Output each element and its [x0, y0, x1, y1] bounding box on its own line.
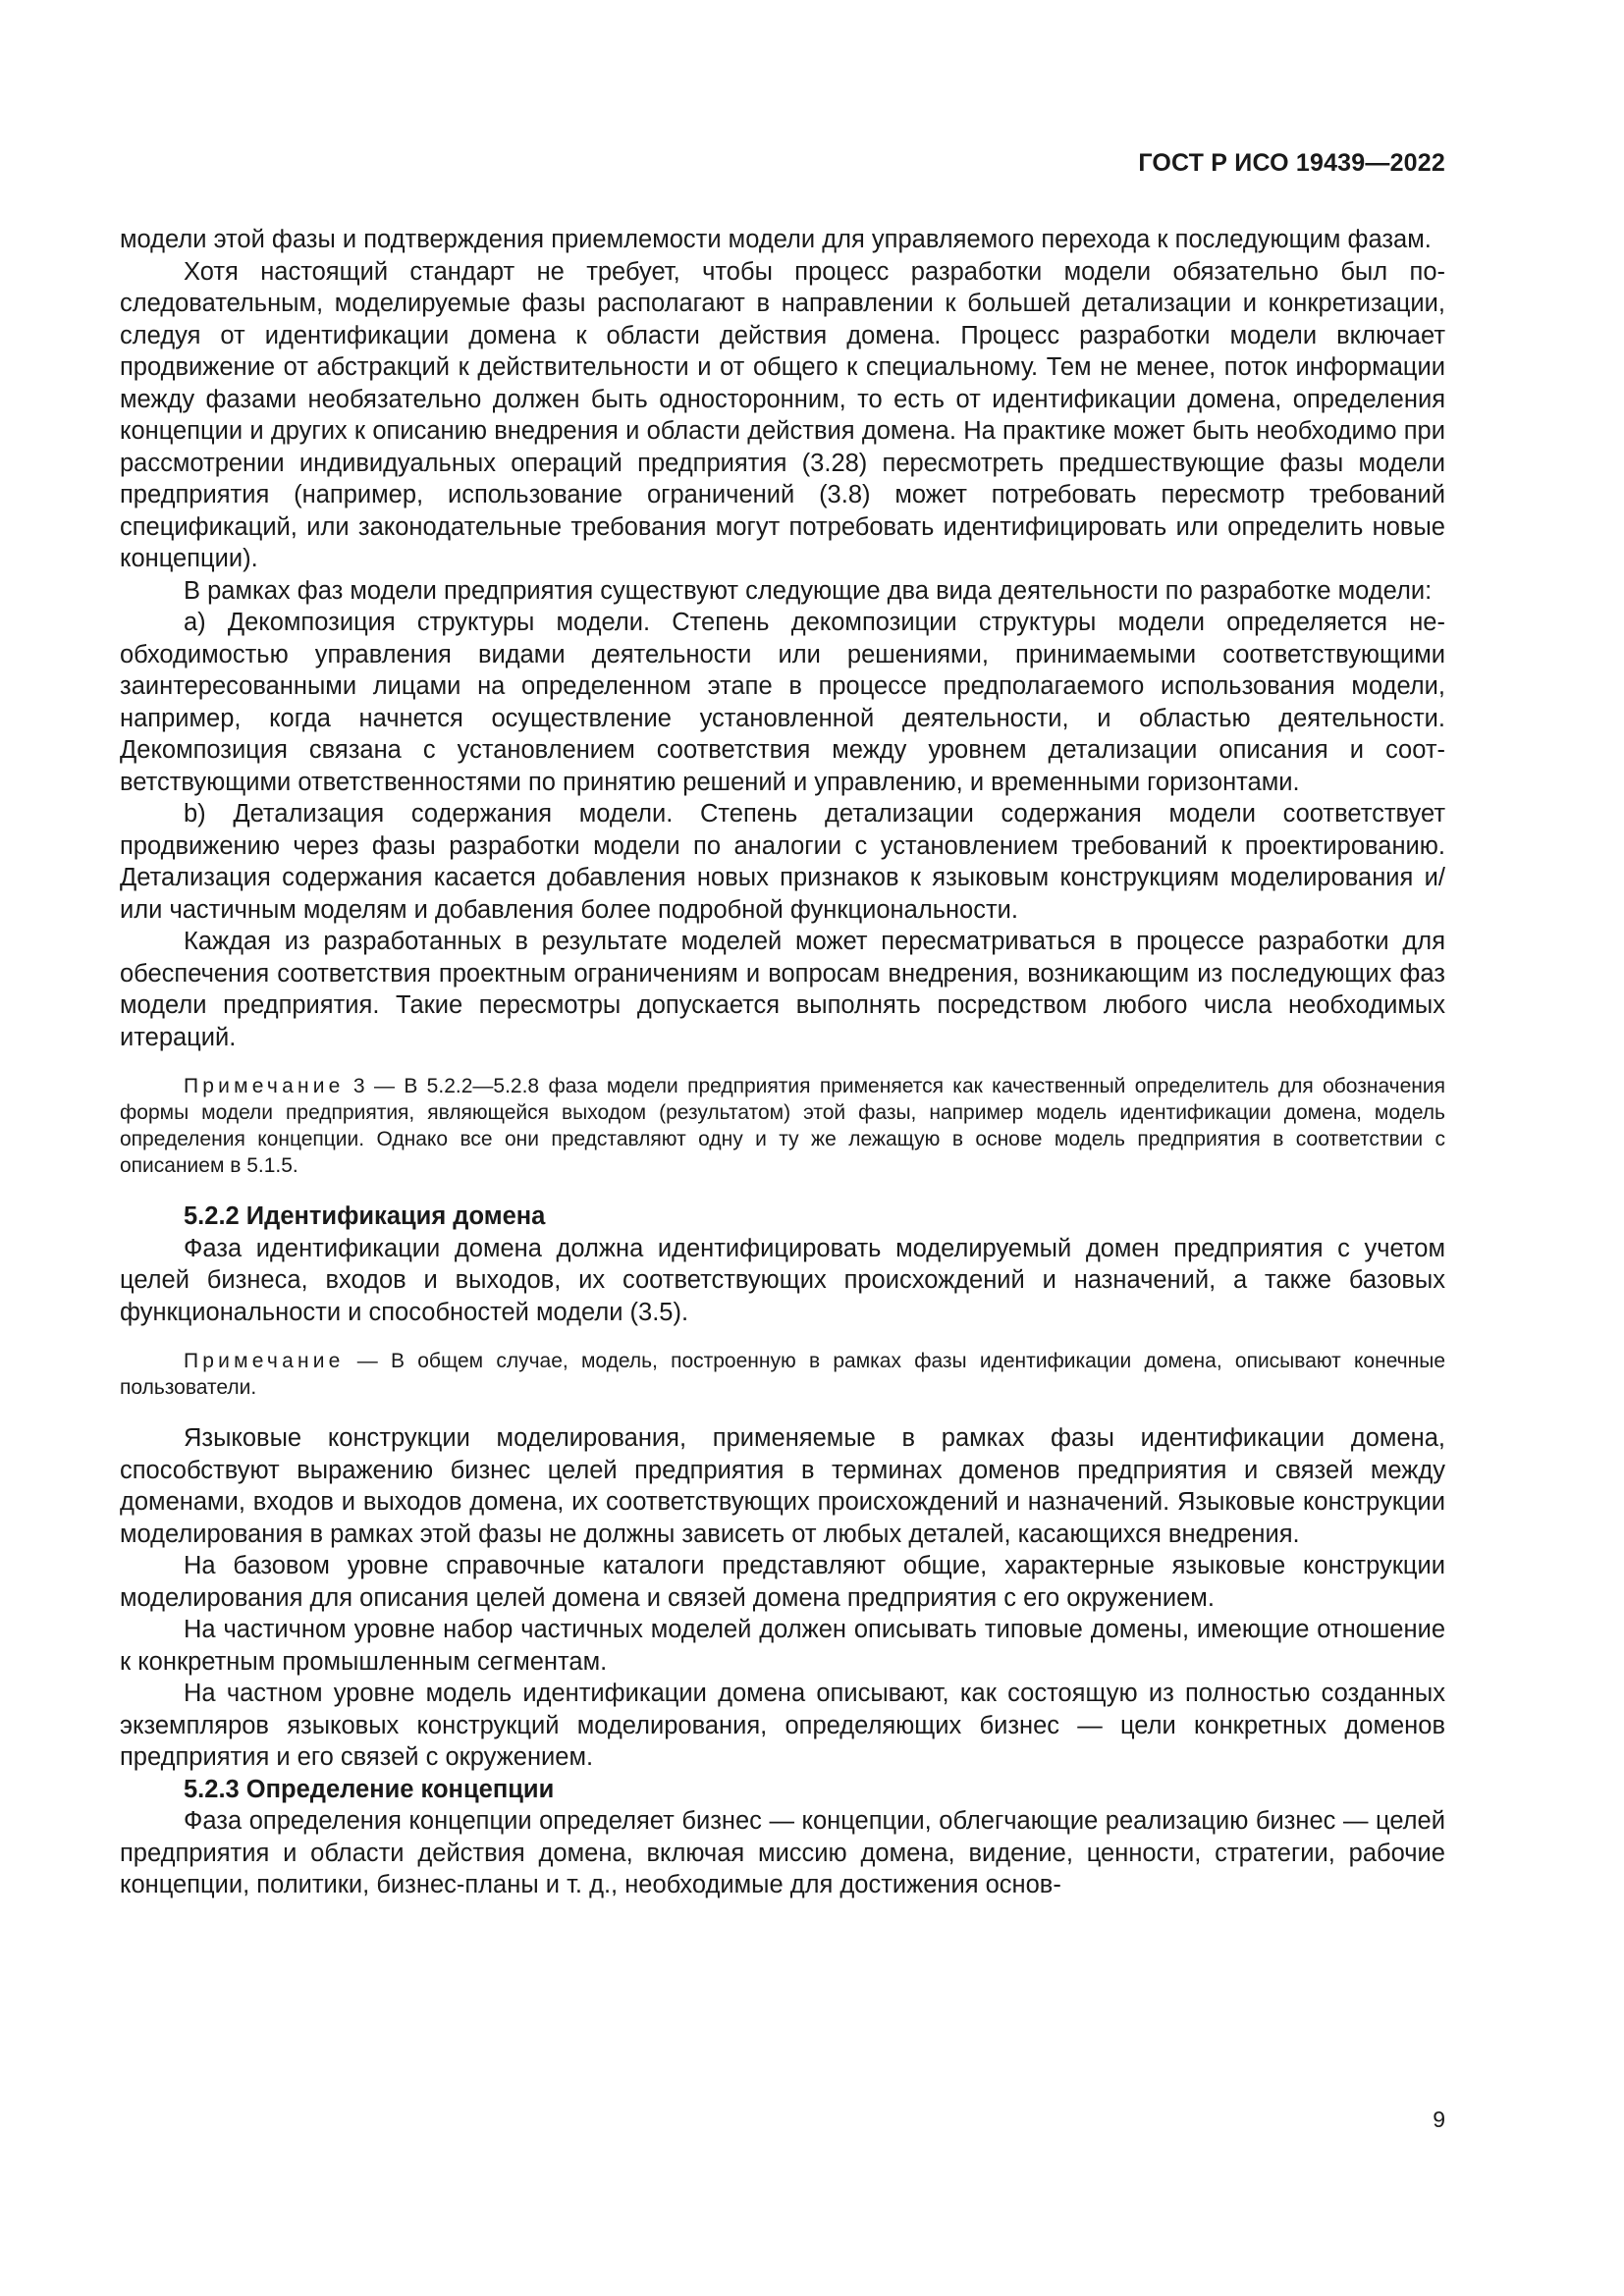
list-item-b: b) Детализация содержания модели. Степень детализации содержания модели соответствует продвижению через фазы разработки модели по аналогии с установлением требований к проектированию. Детализация содержания касается добавления новых признаков к языковым конструкциям моделирования и/или частичным моделям и добавления более подробной функциональности. — [120, 800, 1445, 924]
paragraph-continuation: модели этой фазы и подтверждения приемлемости модели для управляемого перехода к последующим фазам. — [120, 226, 1432, 253]
paragraph: Хотя настоящий стандарт не требует, чтобы процесс разработки модели обязательно был последовательным, моделируемые фазы располагают в направлении к большей детализации и конкретизации, следуя от идентификации домена к области действия домена. Процесс разработки модели включает продвижение от абстракций к действительности и от общего к специальному. Тем не менее, поток информации между фазами необязательно должен быть односторонним, то есть от идентификации домена, определения концепции и других к описанию внедрения и области действия домена. На практике может быть необходимо при рассмотрении индивидуальных операций предприятия (3.28) пересмотреть предшествующие фазы модели предприятия (например, использование ограничений (3.8) может потребовать пересмотр требований спецификаций, или законодательные требования могут потребовать идентифицировать или определить новые концепции). — [120, 257, 1445, 572]
paragraph: На базовом уровне справочные каталоги представляют общие, характерные языковые конструкции моделирования для описания целей домена и связей домена предприятия с его окружением. — [120, 1552, 1445, 1612]
note-label: Примечание — [184, 1350, 345, 1372]
section-heading-5-2-2: 5.2.2 Идентификация домена — [184, 1202, 546, 1230]
document-body — [120, 224, 1445, 1901]
page-number: 9 — [1433, 2107, 1445, 2132]
section-heading-5-2-3: 5.2.3 Определение концепции — [184, 1775, 555, 1803]
note-text: 3 — В 5.2.2—5.2.8 фаза модели предприятия применяется как качественный определитель для обозначения формы модели предприятия, являющейся выходом (результатом) этой фазы, например модель идентификации домена, модель определения концепции. Однако все они представляют одну и ту же лежащую в основе модель предприятия в соответствии с описанием в 5.1.5. — [120, 1075, 1445, 1177]
note-3 — [120, 1073, 1445, 1179]
list-item-a: a) Декомпозиция структуры модели. Степень декомпозиции структуры модели определяется необходимостью управления видами деятельности или решениями, принимаемыми соответствующими заинтересованными лицами на определенном этапе в процессе предполагаемого использования модели, например, когда начнется осуществление установленной деятельности, и областью деятельности. Декомпозиция связана с установлением соответствия между уровнем детализации описания и соответствующими ответственностями по принятию решений и управлению, и временными горизонтами. — [120, 609, 1445, 796]
document-standard-id: ГОСТ Р ИСО 19439—2022 — [1138, 149, 1445, 177]
paragraph: Фаза идентификации домена должна идентифицировать моделируемый домен предприятия с учетом целей бизнеса, входов и выходов, их соответствующих происхождений и назначений, а также базовых функциональности и способностей модели (3.5). — [120, 1234, 1445, 1326]
paragraph: В рамках фаз модели предприятия существуют следующие два вида деятельности по разработке модели: — [184, 576, 1433, 605]
note — [120, 1348, 1445, 1401]
paragraph: На частном уровне модель идентификации домена описывают, как состоящую из полностью созданных экземпляров языковых конструкций моделирования, определяющих бизнес — цели конкретных доменов предприятия и его связей с окружением. — [120, 1680, 1445, 1771]
paragraph: Фаза определения концепции определяет бизнес — концепции, облегчающие реализацию бизнес — целей предприятия и области действия домена, включая миссию домена, видение, ценности, стратегии, рабочие концепции, политики, бизнес-планы и т. д., необходимые для достижения основ- — [120, 1807, 1445, 1898]
paragraph: Каждая из разработанных в результате моделей может пересматриваться в процессе разработки для обеспечения соответствия проектным ограничениям и вопросам внедрения, возникающим из последующих фаз модели предприятия. Такие пересмотры допускается выполнять посредством любого числа необходимых итераций. — [120, 928, 1445, 1051]
paragraph: Языковые конструкции моделирования, применяемые в рамках фазы идентификации домена, способствуют выражению бизнес целей предприятия в терминах доменов предприятия и связей между доменами, входов и выходов домена, их соответствующих происхождений и назначений. Языковые конструкции моделирования в рамках этой фазы не должны зависеть от любых деталей, касающихся внедрения. — [120, 1424, 1445, 1548]
paragraph: На частичном уровне набор частичных моделей должен описывать типовые домены, имеющие отношение к конкретным промышленным сегментам. — [120, 1616, 1445, 1676]
note-label: Примечание — [184, 1075, 345, 1097]
note-text: — В общем случае, модель, построенную в рамках фазы идентификации домена, описывают конечные пользователи. — [120, 1350, 1445, 1399]
